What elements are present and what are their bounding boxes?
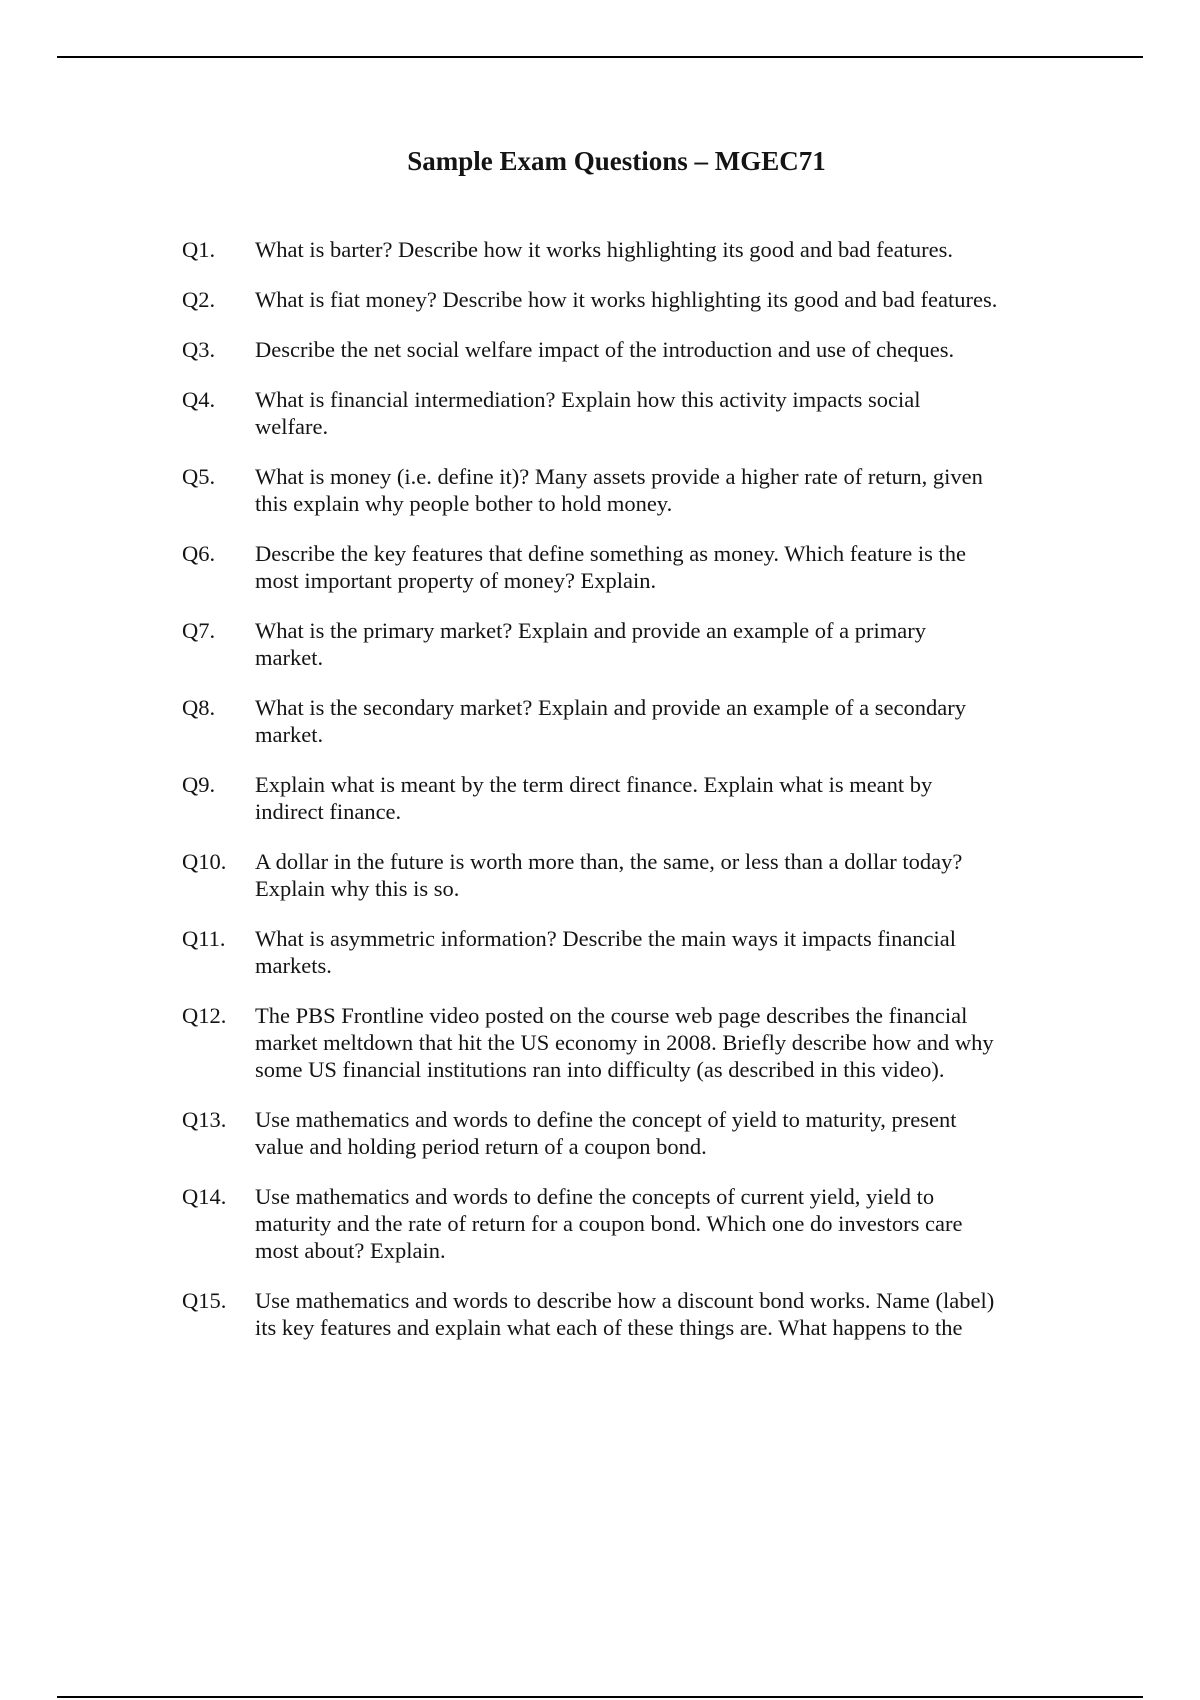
question-number: Q5.	[182, 464, 216, 489]
question-item	[182, 540, 1082, 594]
question-text-line: market meltdown that hit the US economy in 2008. Briefly describe how and why	[255, 1030, 994, 1055]
question-item	[182, 848, 1082, 902]
question-text-line: some US financial institutions ran into difficulty (as described in this video).	[255, 1057, 945, 1082]
question-text	[255, 1106, 1055, 1160]
question-text	[255, 617, 1055, 671]
question-text-line: this explain why people bother to hold money.	[255, 491, 673, 516]
question-text	[255, 1002, 1055, 1083]
question-item	[182, 1183, 1082, 1264]
question-text-line: welfare.	[255, 414, 329, 439]
question-item	[182, 617, 1082, 671]
question-text-line: Explain what is meant by the term direct finance. Explain what is meant by	[255, 772, 933, 797]
question-number: Q4.	[182, 387, 216, 412]
question-text	[255, 771, 1055, 825]
question-text-line: What is asymmetric information? Describe the main ways it impacts financial	[255, 926, 957, 951]
question-item	[182, 463, 1082, 517]
question-text	[255, 386, 1055, 440]
question-text-line: What is fiat money? Describe how it works highlighting its good and bad features.	[255, 287, 998, 312]
question-text-line: Use mathematics and words to define the concept of yield to maturity, present	[255, 1107, 957, 1132]
question-text-line: its key features and explain what each of these things are. What happens to the	[255, 1315, 963, 1340]
question-number: Q10.	[182, 849, 227, 874]
question-text-line: What is financial intermediation? Explain how this activity impacts social	[255, 387, 921, 412]
question-item	[182, 1106, 1082, 1160]
question-item	[182, 286, 1082, 313]
question-text	[255, 848, 1055, 902]
question-number: Q11.	[182, 926, 226, 951]
question-item	[182, 386, 1082, 440]
question-text-line: market.	[255, 645, 324, 670]
question-item	[182, 771, 1082, 825]
question-text	[255, 1287, 1055, 1341]
question-text-line: maturity and the rate of return for a coupon bond. Which one do investors care	[255, 1211, 963, 1236]
question-number: Q1.	[182, 237, 216, 262]
question-number: Q6.	[182, 541, 216, 566]
question-item	[182, 925, 1082, 979]
question-text	[255, 925, 1055, 979]
question-list	[182, 236, 1082, 1364]
question-number: Q13.	[182, 1107, 227, 1132]
question-text-line: indirect finance.	[255, 799, 402, 824]
question-text-line: markets.	[255, 953, 332, 978]
question-number: Q3.	[182, 337, 216, 362]
question-text-line: most important property of money? Explain.	[255, 568, 657, 593]
question-text-line: Use mathematics and words to define the concepts of current yield, yield to	[255, 1184, 935, 1209]
question-text-line: Explain why this is so.	[255, 876, 460, 901]
question-text-line: Use mathematics and words to describe how a discount bond works. Name (label)	[255, 1288, 995, 1313]
question-text	[255, 1183, 1055, 1264]
question-text-line: market.	[255, 722, 324, 747]
question-text	[255, 286, 1055, 313]
question-item	[182, 336, 1082, 363]
question-number: Q15.	[182, 1288, 227, 1313]
question-text	[255, 540, 1055, 594]
document-title: Sample Exam Questions – MGEC71	[407, 146, 826, 176]
question-text-line: A dollar in the future is worth more than, the same, or less than a dollar today?	[255, 849, 963, 874]
bottom-rule	[57, 1696, 1143, 1698]
question-text-line: What is money (i.e. define it)? Many assets provide a higher rate of return, given	[255, 464, 983, 489]
question-text	[255, 236, 1055, 263]
question-text-line: What is the secondary market? Explain and provide an example of a secondary	[255, 695, 966, 720]
question-text-line: What is the primary market? Explain and provide an example of a primary	[255, 618, 927, 643]
top-rule	[57, 56, 1143, 58]
question-text-line: The PBS Frontline video posted on the course web page describes the financial	[255, 1003, 968, 1028]
question-item	[182, 1002, 1082, 1083]
question-text	[255, 694, 1055, 748]
question-item	[182, 694, 1082, 748]
question-text-line: value and holding period return of a coupon bond.	[255, 1134, 707, 1159]
question-number: Q7.	[182, 618, 216, 643]
question-item	[182, 1287, 1082, 1341]
question-text-line: Describe the key features that define something as money. Which feature is the	[255, 541, 966, 566]
question-item	[182, 236, 1082, 263]
question-number: Q12.	[182, 1003, 227, 1028]
question-text-line: What is barter? Describe how it works highlighting its good and bad features.	[255, 237, 953, 262]
question-text-line: Describe the net social welfare impact of the introduction and use of cheques.	[255, 337, 955, 362]
question-number: Q9.	[182, 772, 216, 797]
question-number: Q8.	[182, 695, 216, 720]
question-text	[255, 336, 1055, 363]
question-number: Q14.	[182, 1184, 227, 1209]
question-text-line: most about? Explain.	[255, 1238, 446, 1263]
question-number: Q2.	[182, 287, 216, 312]
question-text	[255, 463, 1055, 517]
